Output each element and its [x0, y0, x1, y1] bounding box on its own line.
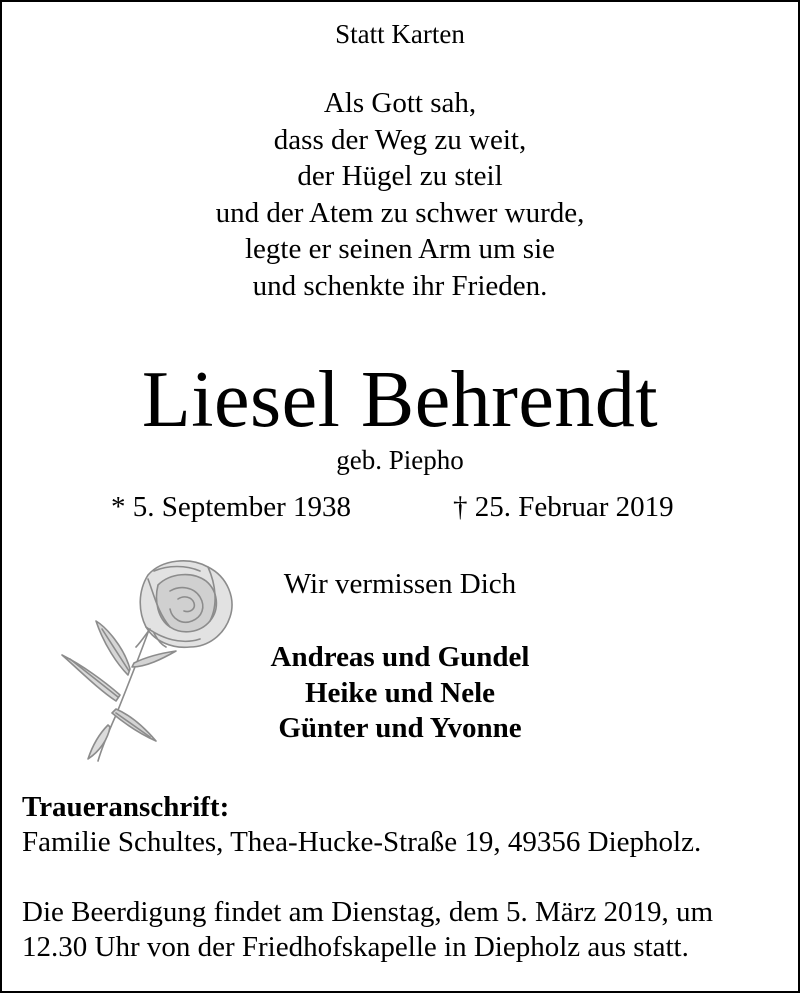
header-statt-karten: Statt Karten: [335, 19, 465, 49]
family-line: Heike und Nele: [304, 676, 496, 709]
mourning-address: [22, 790, 701, 860]
funeral-line: Die Beerdigung findet am Dienstag, dem 5. März 2019, um: [22, 896, 714, 928]
poem-line: und schenkte ihr Frieden.: [252, 269, 548, 302]
poem-line: legte er seinen Arm um sie: [244, 233, 556, 265]
poem-line: Als Gott sah,: [323, 87, 477, 119]
funeral-info: [22, 895, 713, 965]
birth-date: * 5. September 1938: [111, 491, 352, 523]
life-dates: [0, 490, 800, 524]
poem-line: dass der Weg zu weit,: [273, 123, 527, 156]
death-date: † 25. Februar 2019: [453, 491, 674, 523]
address-text: Familie Schultes, Thea-Hucke-Straße 19, 49356 Diepholz.: [22, 826, 702, 858]
poem-line: und der Atem zu schwer wurde,: [215, 196, 585, 229]
poem: [0, 85, 800, 304]
family-names: [200, 640, 600, 747]
maiden-name: geb. Piepho: [336, 445, 464, 475]
address-label: Traueranschrift:: [22, 791, 230, 823]
message: Wir vermissen Dich: [283, 568, 517, 600]
poem-line: der Hügel zu steil: [297, 160, 503, 192]
funeral-line: 12.30 Uhr von der Friedhofskapelle in Diepholz aus statt.: [22, 931, 689, 963]
deceased-name: Liesel Behrendt: [141, 356, 659, 444]
family-line: Andreas und Gundel: [270, 641, 530, 673]
family-line: Günter und Yvonne: [278, 712, 522, 744]
